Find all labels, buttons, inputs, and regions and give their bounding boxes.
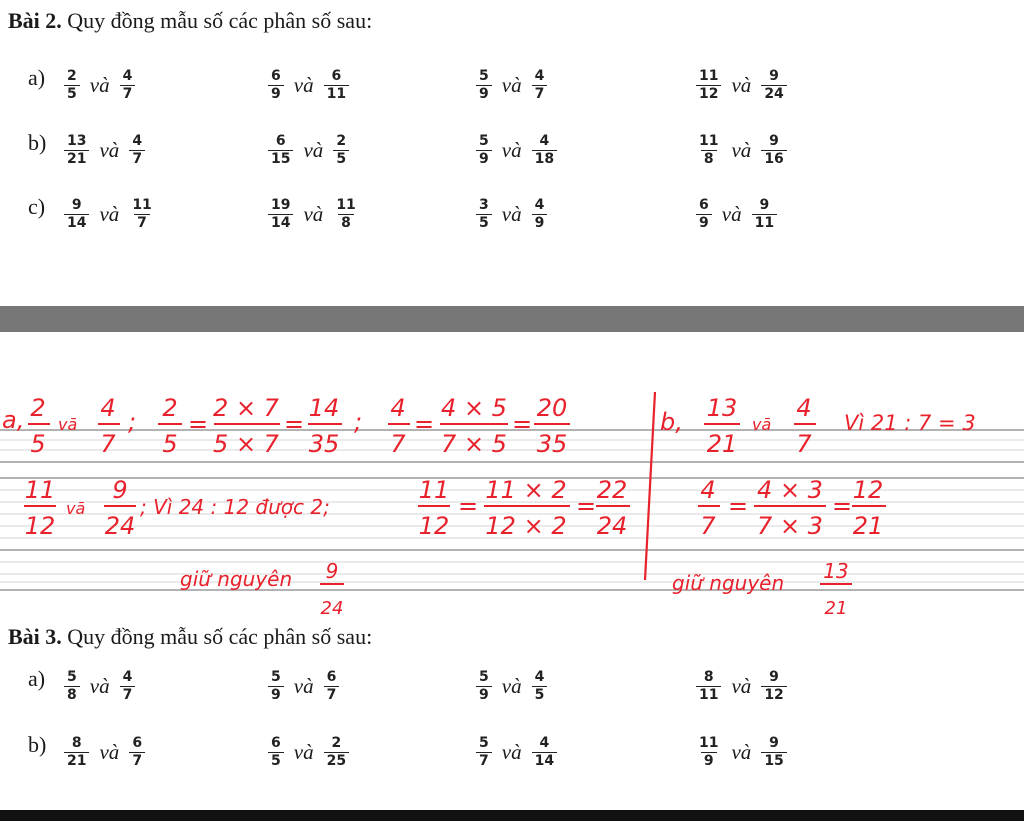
fraction-pair [64, 656, 135, 716]
svg-text:=: = [728, 492, 749, 520]
fraction [532, 68, 548, 103]
fraction [476, 669, 492, 704]
denominator: 9 [476, 686, 492, 704]
hw-fraction-numerator: 4 [100, 394, 116, 422]
numerator: 4 [132, 132, 143, 149]
fraction [129, 735, 145, 770]
fraction-pair [268, 656, 339, 716]
exercise-2-title: Bài 2. Quy đồng mẫu số các phân số sau: [8, 8, 373, 33]
numerator: 6 [275, 132, 286, 149]
denominator: 5 [268, 752, 284, 770]
connector-word: và [501, 72, 522, 97]
numerator: 6 [271, 67, 281, 84]
numerator: 5 [271, 668, 281, 685]
numerator: 11 [699, 132, 719, 149]
connector-word: và [731, 72, 752, 97]
fraction [532, 197, 548, 232]
fraction [761, 669, 786, 704]
hw-fraction-numerator: 13 [706, 394, 738, 422]
fraction [532, 669, 548, 704]
denominator: 9 [532, 214, 548, 232]
numerator: 5 [67, 668, 77, 685]
fraction-pair [696, 722, 787, 782]
fraction-pair [696, 55, 787, 115]
denominator: 7 [476, 752, 492, 770]
denominator: 7 [134, 214, 150, 232]
hw-fraction-denominator: 12 × 2 [485, 512, 567, 540]
exercise-row [0, 722, 1024, 782]
denominator: 18 [532, 150, 557, 168]
hw-fraction-numerator: 22 [596, 476, 628, 504]
denominator: 7 [120, 686, 136, 704]
bottom-edge [0, 810, 1024, 821]
notebook-lines [0, 390, 1024, 622]
connector-word: và [721, 201, 742, 226]
denominator: 7 [120, 85, 136, 103]
denominator: 12 [696, 85, 721, 103]
numerator: 4 [122, 668, 133, 685]
exercise-row [0, 120, 1024, 180]
hw-fraction-denominator: 7 [796, 430, 812, 458]
hw-fraction-denominator: 7 × 3 [757, 512, 823, 540]
svg-text:;: ; [128, 408, 137, 436]
hw-reason: ; Vì 24 : 12 được 2; [140, 495, 330, 519]
fraction [761, 133, 786, 168]
fraction-pair [476, 184, 547, 244]
fraction [532, 133, 557, 168]
svg-text:=: = [512, 410, 533, 438]
fraction-pair [268, 120, 349, 180]
numerator: 4 [122, 67, 133, 84]
divider-stroke [645, 392, 655, 580]
denominator: 9 [701, 752, 717, 770]
fraction [120, 669, 136, 704]
svg-text:=: = [284, 410, 305, 438]
connector-word: và [293, 739, 314, 764]
fraction [324, 735, 349, 770]
numerator: 8 [71, 734, 82, 751]
denominator: 7 [129, 752, 145, 770]
denominator: 7 [129, 150, 145, 168]
numerator: 11 [699, 734, 719, 751]
connector-word: và [99, 137, 120, 162]
svg-text:=: = [188, 410, 209, 438]
denominator: 9 [476, 85, 492, 103]
hw-connector: vā [58, 415, 78, 434]
hw-fraction-numerator: 20 [536, 394, 568, 422]
numerator: 13 [67, 132, 87, 149]
numerator: 6 [331, 67, 342, 84]
denominator: 14 [268, 214, 293, 232]
fraction [532, 735, 557, 770]
denominator: 5 [333, 150, 349, 168]
fraction [696, 133, 721, 168]
fraction [696, 197, 712, 232]
denominator: 5 [476, 214, 492, 232]
denominator: 12 [761, 686, 786, 704]
hw-fraction-denominator: 7 × 5 [441, 430, 507, 458]
numerator: 9 [71, 196, 82, 213]
hw-fraction-numerator: 9 [112, 476, 128, 504]
fraction [64, 68, 80, 103]
denominator: 11 [752, 214, 777, 232]
fraction [761, 68, 786, 103]
hw-fraction-numerator: 4 [390, 394, 406, 422]
fraction [476, 735, 492, 770]
handwritten-solution [0, 390, 1024, 622]
hw-fraction-denominator: 7 [700, 512, 716, 540]
fraction-pair [268, 722, 349, 782]
numerator: 4 [539, 132, 550, 149]
denominator: 15 [268, 150, 293, 168]
denominator: 9 [476, 150, 492, 168]
numerator: 9 [769, 132, 779, 149]
connector-word: và [293, 72, 314, 97]
connector-word: và [501, 201, 522, 226]
fraction [268, 669, 284, 704]
hw-fraction-numerator: 12 [852, 476, 884, 504]
fraction [476, 197, 492, 232]
fraction-pair [64, 120, 145, 180]
hw-fraction-denominator: 21 [824, 598, 848, 619]
denominator: 7 [532, 85, 548, 103]
hw-fraction-numerator: 4 [796, 394, 812, 422]
fraction [120, 68, 136, 103]
numerator: 2 [331, 734, 342, 751]
fraction [129, 133, 145, 168]
fraction [268, 68, 284, 103]
fraction-pair [64, 722, 145, 782]
numerator: 6 [132, 734, 143, 751]
numerator: 9 [769, 67, 779, 84]
denominator: 21 [64, 752, 89, 770]
fraction-pair [476, 55, 547, 115]
hw-fraction-numerator: 14 [308, 394, 340, 422]
hw-fraction-denominator: 24 [320, 598, 344, 619]
denominator: 14 [64, 214, 89, 232]
numerator: 4 [539, 734, 550, 751]
fraction [324, 68, 349, 103]
hw-label-a: a, [2, 406, 25, 434]
svg-text:=: = [576, 492, 597, 520]
denominator: 5 [532, 686, 548, 704]
fraction-pair [476, 722, 557, 782]
connector-word: và [89, 673, 110, 698]
fraction [268, 735, 284, 770]
numerator: 6 [326, 668, 337, 685]
svg-text:=: = [832, 492, 853, 520]
hw-connector: vā [752, 415, 772, 434]
hw-fraction-numerator: 13 [823, 559, 849, 583]
denominator: 11 [696, 686, 721, 704]
svg-text:=: = [458, 492, 479, 520]
hw-fraction-denominator: 35 [308, 430, 340, 458]
hw-fraction-numerator: 4 × 5 [441, 394, 507, 422]
hw-reason: Vì 21 : 7 = 3 [844, 411, 976, 435]
connector-word: và [731, 137, 752, 162]
denominator: 25 [324, 752, 349, 770]
numerator: 6 [699, 196, 709, 213]
svg-text:=: = [414, 410, 435, 438]
connector-word: và [731, 739, 752, 764]
hw-fraction-denominator: 35 [536, 430, 568, 458]
exercise-row [0, 184, 1024, 244]
hw-fraction-numerator: 4 [700, 476, 716, 504]
row-label: c) [28, 194, 46, 219]
numerator: 11 [336, 196, 356, 213]
numerator: 9 [769, 734, 779, 751]
hw-fraction-denominator: 7 [100, 430, 116, 458]
hw-fraction-numerator: 11 [418, 476, 450, 504]
denominator: 8 [701, 150, 717, 168]
numerator: 5 [479, 132, 489, 149]
numerator: 3 [479, 196, 489, 213]
connector-word: và [501, 739, 522, 764]
hw-fraction-numerator: 11 × 2 [485, 476, 567, 504]
fraction [476, 68, 492, 103]
connector-word: và [293, 673, 314, 698]
numerator: 9 [769, 668, 779, 685]
fraction-pair [476, 120, 557, 180]
hw-fraction-denominator: 24 [104, 512, 136, 540]
hw-fraction-numerator: 9 [325, 559, 339, 583]
numerator: 9 [759, 196, 770, 213]
denominator: 5 [64, 85, 80, 103]
row-label: b) [28, 732, 47, 757]
fraction-pair [268, 184, 359, 244]
fraction-pair [696, 184, 777, 244]
numerator: 11 [699, 67, 719, 84]
fraction [64, 133, 89, 168]
numerator: 2 [336, 132, 347, 149]
fraction [333, 197, 358, 232]
connector-word: và [501, 673, 522, 698]
fraction-pair [476, 656, 547, 716]
hw-fraction-denominator: 12 [24, 512, 56, 540]
hw-fraction-denominator: 21 [852, 512, 884, 540]
hw-fraction-denominator: 5 [162, 430, 178, 458]
hw-connector: vā [66, 499, 86, 518]
numerator: 5 [479, 734, 489, 751]
connector-word: và [99, 739, 120, 764]
denominator: 9 [268, 686, 284, 704]
hw-fraction-numerator: 2 [30, 394, 46, 422]
connector-word: và [99, 201, 120, 226]
hw-fraction-numerator: 11 [24, 476, 56, 504]
row-label: a) [28, 666, 46, 691]
fraction [129, 197, 154, 232]
hw-fraction-denominator: 5 × 7 [213, 430, 279, 458]
fraction-pair [696, 120, 787, 180]
fraction-pair [696, 656, 787, 716]
denominator: 9 [696, 214, 712, 232]
fraction [476, 133, 492, 168]
numerator: 8 [703, 668, 714, 685]
numerator: 6 [271, 734, 281, 751]
fraction [268, 133, 293, 168]
hw-fraction-denominator: 24 [596, 512, 628, 540]
fraction-pair [268, 55, 349, 115]
fraction [696, 669, 721, 704]
exercise-3-title: Bài 3. Quy đồng mẫu số các phân số sau: [8, 624, 373, 649]
denominator: 14 [532, 752, 557, 770]
fraction-pair [64, 55, 135, 115]
hw-fraction-numerator: 4 × 3 [757, 476, 823, 504]
exercise-row [0, 656, 1024, 716]
exercise-row [0, 55, 1024, 115]
hw-fraction-numerator: 2 × 7 [213, 394, 279, 422]
row-label: b) [28, 130, 47, 155]
numerator: 4 [534, 67, 545, 84]
denominator: 9 [268, 85, 284, 103]
numerator: 19 [271, 196, 291, 213]
hw-fraction-numerator: 2 [162, 394, 178, 422]
denominator: 15 [761, 752, 786, 770]
denominator: 11 [324, 85, 349, 103]
connector-word: và [303, 201, 324, 226]
denominator: 24 [761, 85, 786, 103]
fraction-pair [64, 184, 155, 244]
row-label: a) [28, 65, 46, 90]
numerator: 2 [67, 67, 77, 84]
connector-word: và [731, 673, 752, 698]
fraction [752, 197, 777, 232]
numerator: 5 [479, 67, 489, 84]
denominator: 8 [64, 686, 80, 704]
denominator: 8 [338, 214, 354, 232]
fraction [761, 735, 786, 770]
connector-word: và [501, 137, 522, 162]
denominator: 16 [761, 150, 786, 168]
hw-keep-text: giữ nguyên [672, 571, 785, 595]
fraction [64, 669, 80, 704]
hw-fraction-denominator: 7 [390, 430, 406, 458]
denominator: 21 [64, 150, 89, 168]
connector-word: và [303, 137, 324, 162]
fraction [324, 669, 340, 704]
fraction [268, 197, 293, 232]
fraction [696, 735, 721, 770]
fraction [64, 197, 89, 232]
hw-fraction-denominator: 5 [30, 430, 46, 458]
connector-word: và [89, 72, 110, 97]
hw-label-b: b, [660, 408, 683, 436]
hw-fraction-denominator: 21 [706, 430, 738, 458]
numerator: 4 [534, 668, 545, 685]
numerator: 4 [534, 196, 545, 213]
hw-keep-text: giữ nguyên [180, 567, 293, 591]
fraction [333, 133, 349, 168]
numerator: 11 [132, 196, 152, 213]
fraction [64, 735, 89, 770]
separator-bar [0, 306, 1024, 332]
numerator: 5 [479, 668, 489, 685]
svg-text:;: ; [354, 408, 363, 436]
hw-fraction-denominator: 12 [418, 512, 450, 540]
denominator: 7 [324, 686, 340, 704]
fraction [696, 68, 721, 103]
